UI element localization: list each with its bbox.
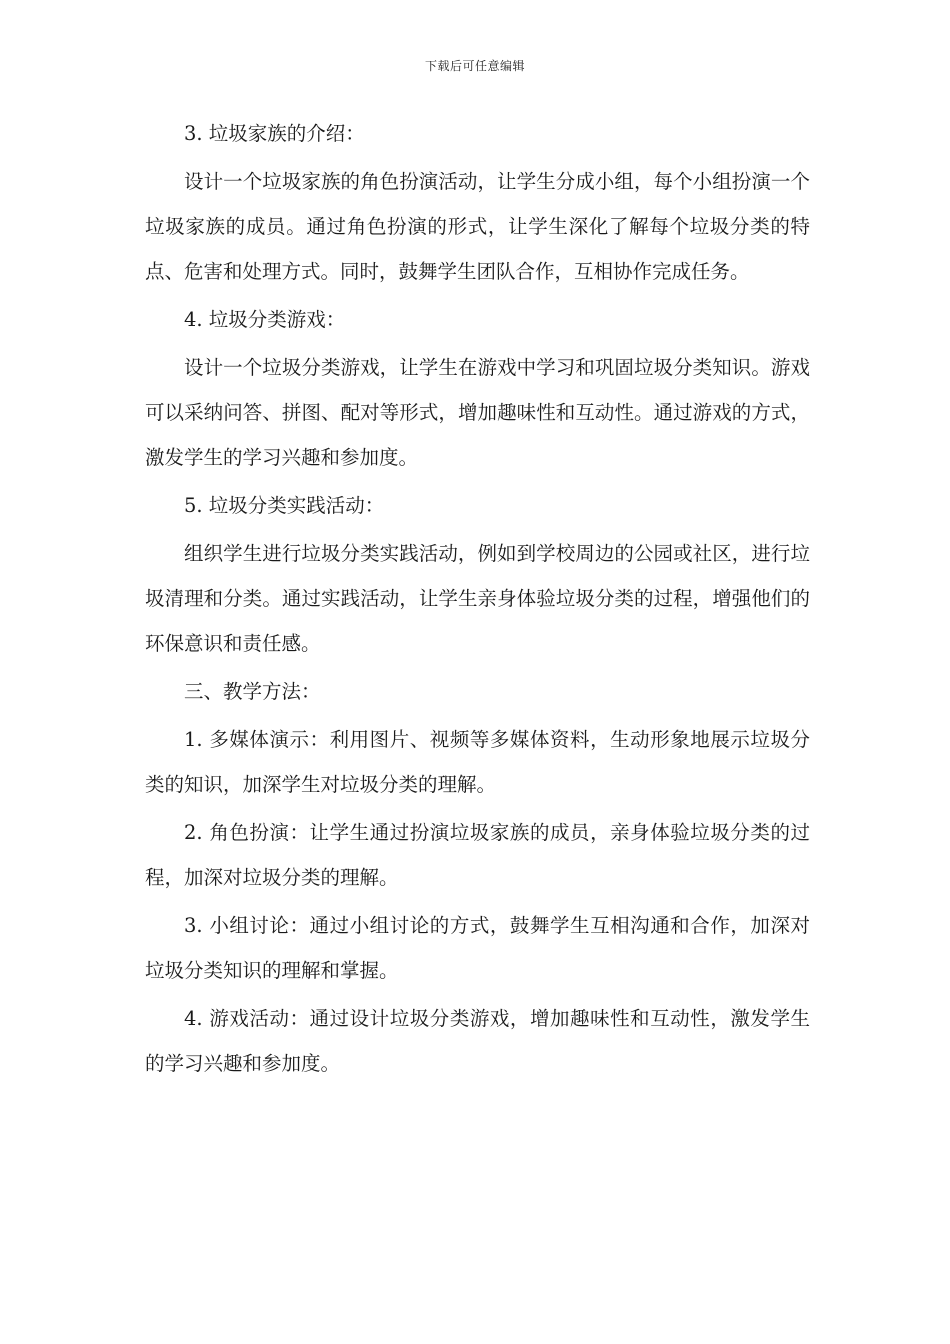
paragraph-role-family: 设计一个垃圾家族的角色扮演活动，让学生分成小组，每个小组扮演一个垃圾家族的成员。通过角色扮演的形式，让学生深化了解每个垃圾分类的特点、危害和处理方式。同时，鼓舞学生团队合作，互相协作完成任务。 <box>145 170 810 283</box>
section-heading-sorting-game: 4. 垃圾分类游戏： <box>184 308 346 331</box>
method-group-discussion: 3. 小组讨论：通过小组讨论的方式，鼓舞学生互相沟通和合作，加深对垃圾分类知识的理解和掌握。 <box>145 914 810 982</box>
section-heading-practice: 5. 垃圾分类实践活动： <box>184 494 385 517</box>
method-multimedia: 1. 多媒体演示：利用图片、视频等多媒体资料，生动形象地展示垃圾分类的知识，加深学生对垃圾分类的理解。 <box>145 728 810 796</box>
document-body <box>145 111 810 1089</box>
method-role-play: 2. 角色扮演：让学生通过扮演垃圾家族的成员，亲身体验垃圾分类的过程，加深对垃圾分类的理解。 <box>145 821 810 889</box>
paragraph-sorting-game: 设计一个垃圾分类游戏，让学生在游戏中学习和巩固垃圾分类知识。游戏可以采纳问答、拼图、配对等形式，增加趣味性和互动性。通过游戏的方式，激发学生的学习兴趣和参加度。 <box>145 356 810 469</box>
method-game-activity: 4. 游戏活动：通过设计垃圾分类游戏，增加趣味性和互动性，激发学生的学习兴趣和参加度。 <box>145 1007 810 1075</box>
section-heading-teaching-methods: 三、教学方法： <box>184 680 321 703</box>
page-header: 下载后可任意编辑 <box>424 59 525 73</box>
section-heading-role-family: 3. 垃圾家族的介绍： <box>184 122 365 145</box>
paragraph-practice: 组织学生进行垃圾分类实践活动，例如到学校周边的公园或社区，进行垃圾清理和分类。通过实践活动，让学生亲身体验垃圾分类的过程，增强他们的环保意识和责任感。 <box>145 542 810 655</box>
